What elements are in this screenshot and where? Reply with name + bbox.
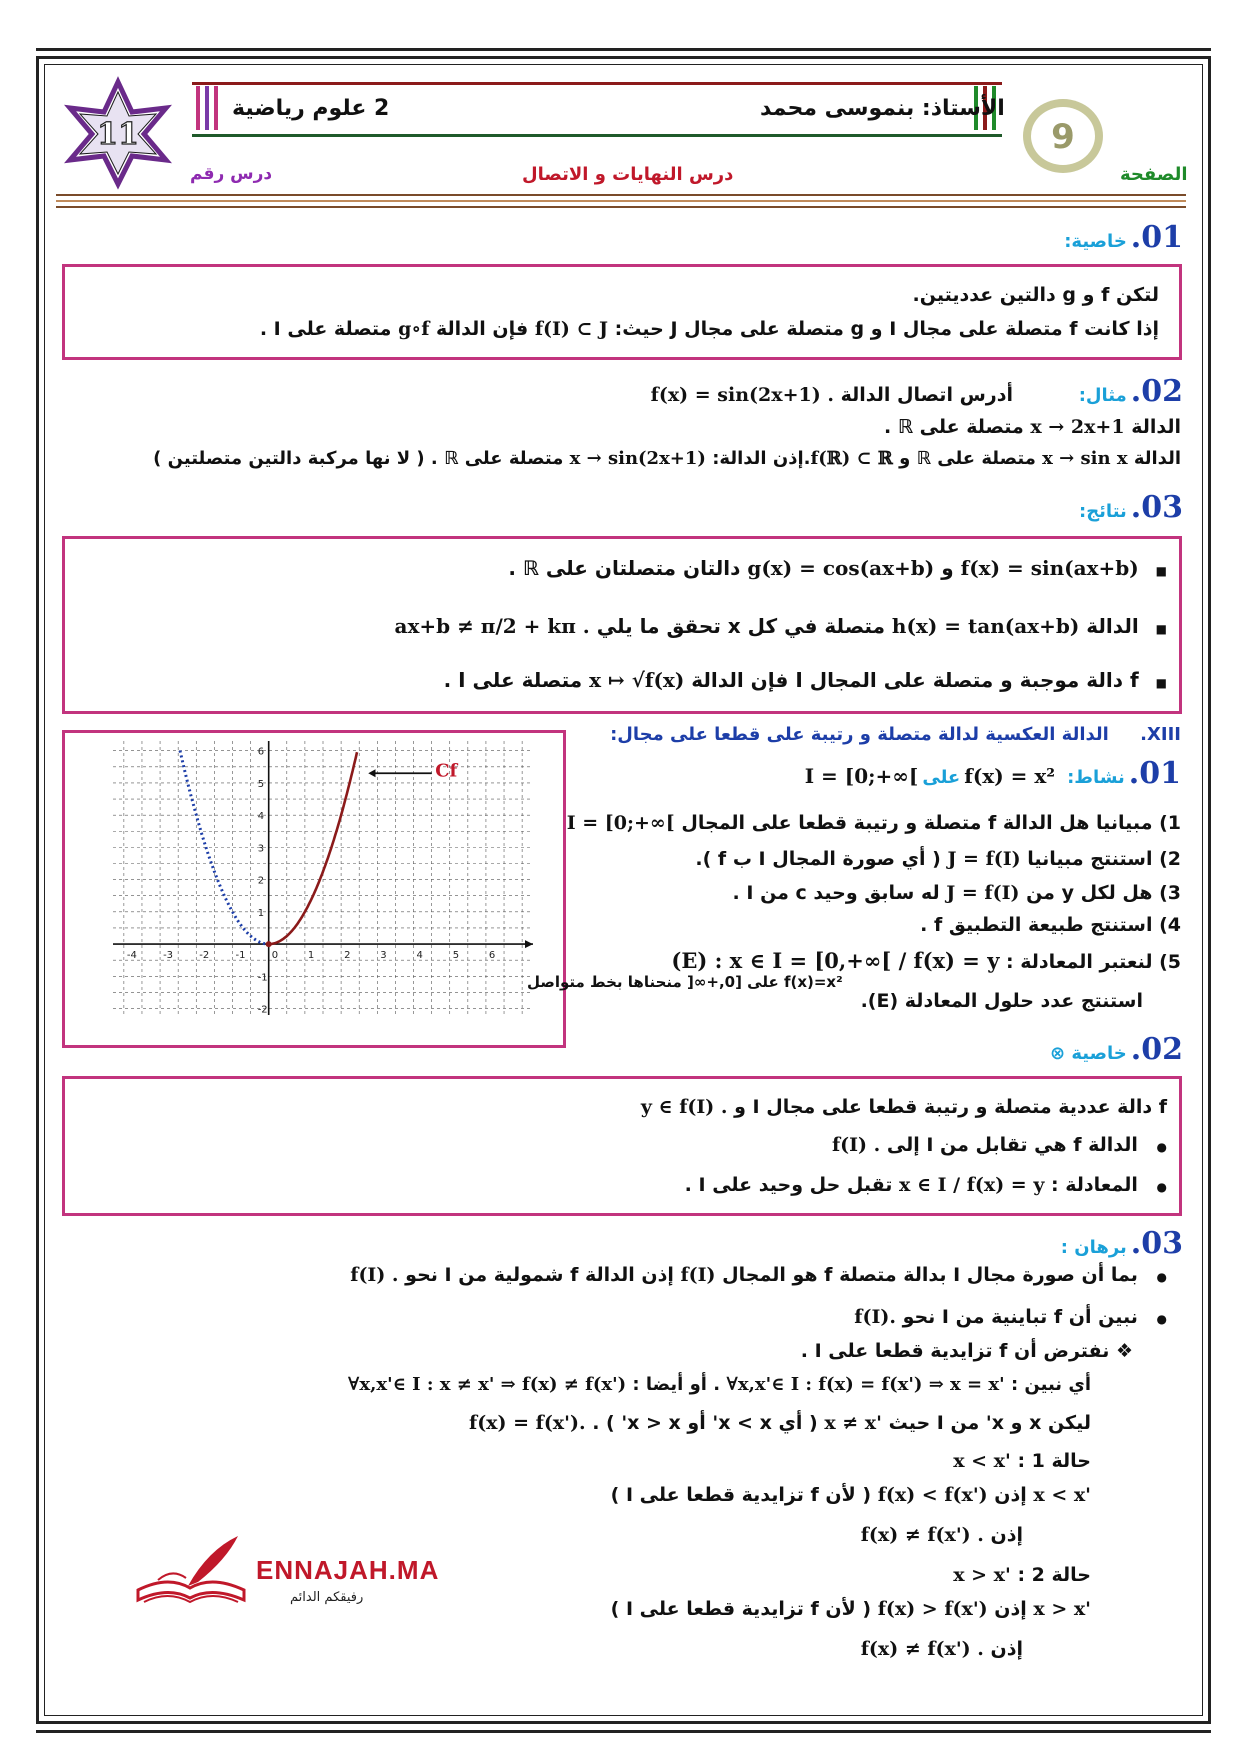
page-number-badge bbox=[1020, 96, 1106, 176]
top-rule bbox=[36, 48, 1211, 51]
proof-line-1: ● بما أن صورة مجال I بدالة متصلة f هو المجال f(I) إذن الدالة f شمولية من I نحو f(I) . bbox=[350, 1264, 1167, 1286]
activity-q3: 3) هل لكل y من J = f(I) له سابق وحيد c من I . bbox=[732, 882, 1181, 904]
proof-line-5: ليكن x و x' من I حيث x ≠ x' ( أي x < x' أو x > x' ) . f(x) = f(x'). bbox=[469, 1412, 1091, 1434]
activity-q6: استنتج عدد حلول المعادلة (E). bbox=[860, 990, 1143, 1012]
y-tick-label: 4 bbox=[257, 811, 265, 823]
x-tick-label: 5 bbox=[452, 950, 460, 962]
result-item-2: ■ الدالة h(x) = tan(ax+b) متصلة في كل x تحقق ما يلي ax+b ≠ π/2 + kπ . bbox=[395, 614, 1168, 638]
curve-cf-solid bbox=[269, 752, 357, 944]
label-arrow-head bbox=[368, 769, 375, 777]
lesson-number-label: درس رقم bbox=[190, 164, 273, 184]
case-1-heading: حالة 1 : x < x' bbox=[953, 1450, 1091, 1472]
x-tick-label: 2 bbox=[344, 950, 351, 962]
section-03-heading bbox=[1079, 490, 1183, 525]
activity-q2: 2) استنتج مبيانيا J = f(I) ( أي صورة المجال I ب f ). bbox=[695, 848, 1181, 870]
y-tick-label: 2 bbox=[257, 875, 265, 887]
property-2-heading bbox=[1050, 1032, 1183, 1067]
x-axis-arrow bbox=[525, 940, 533, 948]
page-number: 9 bbox=[1051, 117, 1075, 157]
section-number: 01. bbox=[1128, 756, 1181, 791]
example-line-1: أدرس اتصال الدالة f(x) = sin(2x+1) . bbox=[650, 384, 1013, 406]
x-tick-label: -4 bbox=[126, 950, 137, 962]
x-tick-label: 1 bbox=[307, 950, 315, 962]
property-2-line-3: ● المعادلة : x ∈ I / f(x) = y تقبل حل وحيد على I . bbox=[685, 1174, 1167, 1196]
proof-line-4: أي نبين : ∀x,x'∈ I : f(x) = f(x') ⇒ x = x' . أو أيضا : ∀x,x'∈ I : x ≠ x' ⇒ f(x) ≠ f(x') bbox=[347, 1374, 1091, 1395]
header-rule-2 bbox=[56, 200, 1186, 202]
section-title: نتائج: bbox=[1079, 501, 1127, 522]
property-2-line-1: f دالة عددية متصلة و رتيبة قطعا على مجال I و y ∈ f(I) . bbox=[640, 1096, 1167, 1118]
section-title: خاصية ⊗ bbox=[1050, 1043, 1127, 1064]
chapter-title: الدالة العكسية لدالة متصلة و رتيبة على قطعا على مجال: bbox=[610, 724, 1109, 745]
x-tick-label: -1 bbox=[235, 950, 246, 962]
section-02-heading bbox=[1079, 374, 1183, 409]
x-tick-label: 4 bbox=[416, 950, 423, 962]
section-number: 02. bbox=[1130, 1032, 1183, 1067]
case-1-line-2: إذن f(x) ≠ f(x') . bbox=[860, 1524, 1023, 1546]
y-tick-label: 1 bbox=[257, 907, 265, 919]
case-2-heading: حالة 2 : x > x' bbox=[953, 1564, 1091, 1586]
result-item-1: ■ f(x) = sin(ax+b) و g(x) = cos(ax+b) دالتان متصلتان على ℝ . bbox=[508, 556, 1167, 580]
property-1-line-1: لتكن f و g دالتين عدديتين. bbox=[912, 284, 1159, 306]
section-title: برهان : bbox=[1060, 1237, 1127, 1258]
x-tick-label: 6 bbox=[488, 950, 496, 962]
origin-point bbox=[266, 941, 272, 947]
activity-q1: 1) مبيانيا هل الدالة f متصلة و رتيبة قطعا على المجال I = [0;+∞[ bbox=[566, 812, 1181, 834]
y-tick-label: 3 bbox=[257, 843, 265, 855]
bottom-rule bbox=[36, 1730, 1211, 1733]
teacher-name: الأستاذ: بنموسى محمد bbox=[760, 96, 1005, 121]
graph-caption: f(x)=x² على [0,+∞[ منحناها بخط متواصل bbox=[527, 973, 843, 991]
star-badge-icon bbox=[58, 78, 178, 188]
proof-line-2: ● نبين أن f تباينية من I نحو f(I). bbox=[854, 1306, 1167, 1328]
y-tick-label: 6 bbox=[257, 746, 265, 758]
lesson-title: درس النهايات و الاتصال bbox=[522, 164, 734, 185]
section-number: 03. bbox=[1130, 1226, 1183, 1261]
chapter-number: XIII. bbox=[1140, 724, 1181, 745]
y-tick-label: -1 bbox=[257, 972, 268, 984]
example-line-3: الدالة x → sin x متصلة على ℝ و f(ℝ) ⊂ ℝ.إذن الدالة: x → sin(2x+1) متصلة على ℝ . ( لا نها مركبة دالتين متصلتين ) bbox=[153, 448, 1181, 469]
y-tick-label: -2 bbox=[257, 1004, 268, 1016]
case-2-line-1: x > x' إذن f(x) > f(x') ( لأن f تزايدية قطعا على I ) bbox=[610, 1598, 1091, 1620]
page-label: الصفحة bbox=[1120, 164, 1188, 185]
header-rule-1 bbox=[56, 194, 1186, 196]
header-bar-top bbox=[192, 82, 1002, 85]
curve-label: Cf bbox=[435, 760, 458, 782]
proof-heading bbox=[1061, 1226, 1183, 1261]
section-number: 01. bbox=[1130, 220, 1183, 255]
header-rule-3 bbox=[56, 206, 1186, 208]
section-title: خاصية: bbox=[1064, 231, 1127, 252]
section-title: نشاط: bbox=[1067, 767, 1125, 788]
case-2-line-2: إذن f(x) ≠ f(x') . bbox=[860, 1638, 1023, 1660]
y-tick-label: 5 bbox=[257, 778, 265, 790]
x-tick-label: -2 bbox=[199, 950, 210, 962]
lesson-badge-number: 11 bbox=[97, 117, 139, 152]
logo-tagline: رفيقكم الدائم bbox=[290, 1590, 364, 1605]
section-title: مثال: bbox=[1078, 385, 1127, 406]
example-line-2: الدالة x → 2x+1 متصلة على ℝ . bbox=[883, 416, 1181, 438]
section-number: 02. bbox=[1130, 374, 1183, 409]
x-tick-label: 0 bbox=[271, 950, 279, 962]
header-bar-bottom bbox=[192, 134, 1002, 137]
proof-line-3: ❖ نفترض أن f تزايدية قطعا على I . bbox=[800, 1340, 1133, 1362]
property-2-line-2: ● الدالة f هي تقابل من I إلى f(I) . bbox=[832, 1134, 1167, 1156]
ennajah-logo-icon bbox=[128, 1530, 254, 1620]
x-tick-label: 3 bbox=[380, 950, 387, 962]
activity-q5: 5) لنعتبر المعادلة : (E) : x ∈ I = [0,+∞[ / f(x) = y bbox=[671, 948, 1181, 973]
level-label: 2 علوم رياضية bbox=[232, 96, 390, 121]
property-box-1 bbox=[62, 264, 1182, 360]
logo-name: ENNAJAH.MA bbox=[256, 1555, 440, 1585]
section-number: 03. bbox=[1130, 490, 1183, 525]
header-stripes-left bbox=[196, 86, 218, 130]
activity-heading: 01. نشاط: f(x) = x² على I = [0;+∞[ bbox=[804, 756, 1181, 791]
result-item-3: ■ f دالة موجبة و متصلة على المجال I فإن الدالة x ↦ √f(x) متصلة على I . bbox=[444, 668, 1167, 692]
chapter-xiii-heading bbox=[610, 724, 1181, 745]
function-graph bbox=[65, 733, 843, 1045]
x-tick-label: -3 bbox=[163, 950, 174, 962]
graph-box bbox=[62, 730, 843, 1048]
activity-q4: 4) استنتج طبيعة التطبيق f . bbox=[920, 914, 1181, 936]
property-1-line-2: إذا كانت f متصلة على مجال I و g متصلة على مجال J حيث: f(I) ⊂ J فإن الدالة g∘f متصلة على I . bbox=[259, 318, 1159, 340]
section-01-heading bbox=[1064, 220, 1183, 255]
case-1-line-1: x < x' إذن f(x) < f(x') ( لأن f تزايدية قطعا على I ) bbox=[610, 1484, 1091, 1506]
